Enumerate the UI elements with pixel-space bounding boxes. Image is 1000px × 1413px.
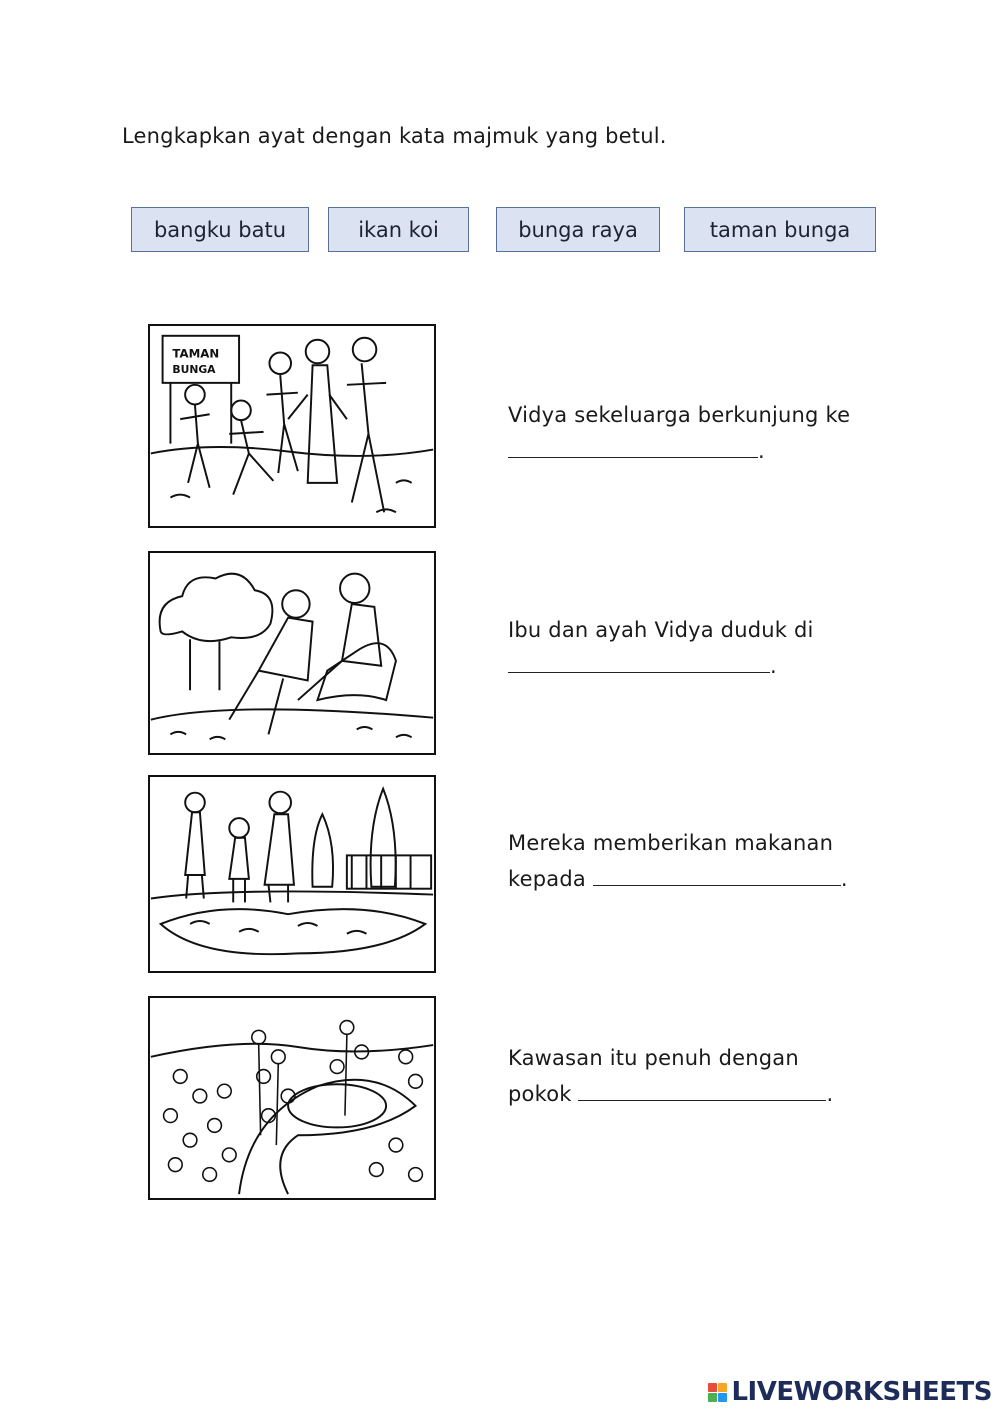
answer-blank-2[interactable] [508, 654, 770, 673]
question-3-end: . [840, 867, 848, 891]
logo-square [718, 1383, 727, 1392]
question-4 [508, 1040, 833, 1112]
word-option-label: bangku batu [153, 217, 287, 242]
word-option-bunga-raya[interactable] [496, 207, 660, 252]
word-option-label: taman bunga [709, 217, 851, 242]
sign-text-line1: TAMAN [172, 346, 220, 361]
word-option-ikan-koi[interactable] [328, 207, 469, 252]
word-option-label: bunga raya [518, 217, 638, 242]
question-1-end: . [758, 439, 765, 463]
question-4-prefix: pokok [508, 1082, 579, 1106]
answer-blank-4[interactable] [578, 1082, 826, 1101]
word-option-label: ikan koi [358, 217, 439, 242]
logo-mark-icon [708, 1383, 727, 1402]
answer-blank-1[interactable] [508, 439, 758, 458]
question-3-text: Mereka memberikan makanan [508, 831, 834, 855]
picture-feeding-fish [148, 775, 436, 973]
logo-square [708, 1383, 717, 1392]
question-2-text: Ibu dan ayah Vidya duduk di [508, 618, 814, 642]
question-3-prefix: kepada [508, 867, 593, 891]
question-1-text: Vidya sekeluarga berkunjung ke [508, 403, 851, 427]
answer-blank-3[interactable] [593, 867, 841, 886]
picture-family-walking [148, 324, 436, 528]
word-option-taman-bunga[interactable] [684, 207, 876, 252]
question-2-end: . [770, 654, 777, 678]
question-1 [508, 397, 850, 469]
logo-text: LIVEWORKSHEETS [731, 1377, 992, 1407]
picture-flower-garden [148, 996, 436, 1200]
logo-square [718, 1393, 727, 1402]
sign-text-line2: BUNGA [172, 363, 216, 377]
question-2 [508, 612, 814, 684]
logo-square [708, 1393, 717, 1402]
question-4-text: Kawasan itu penuh dengan [508, 1046, 799, 1070]
instruction-text: Lengkapkan ayat dengan kata majmuk yang betul. [122, 124, 667, 148]
liveworksheets-logo [708, 1377, 992, 1407]
picture-parents-on-bench [148, 551, 436, 755]
question-4-end: . [826, 1082, 834, 1106]
question-3 [508, 825, 848, 897]
word-option-bangku-batu[interactable] [131, 207, 309, 252]
